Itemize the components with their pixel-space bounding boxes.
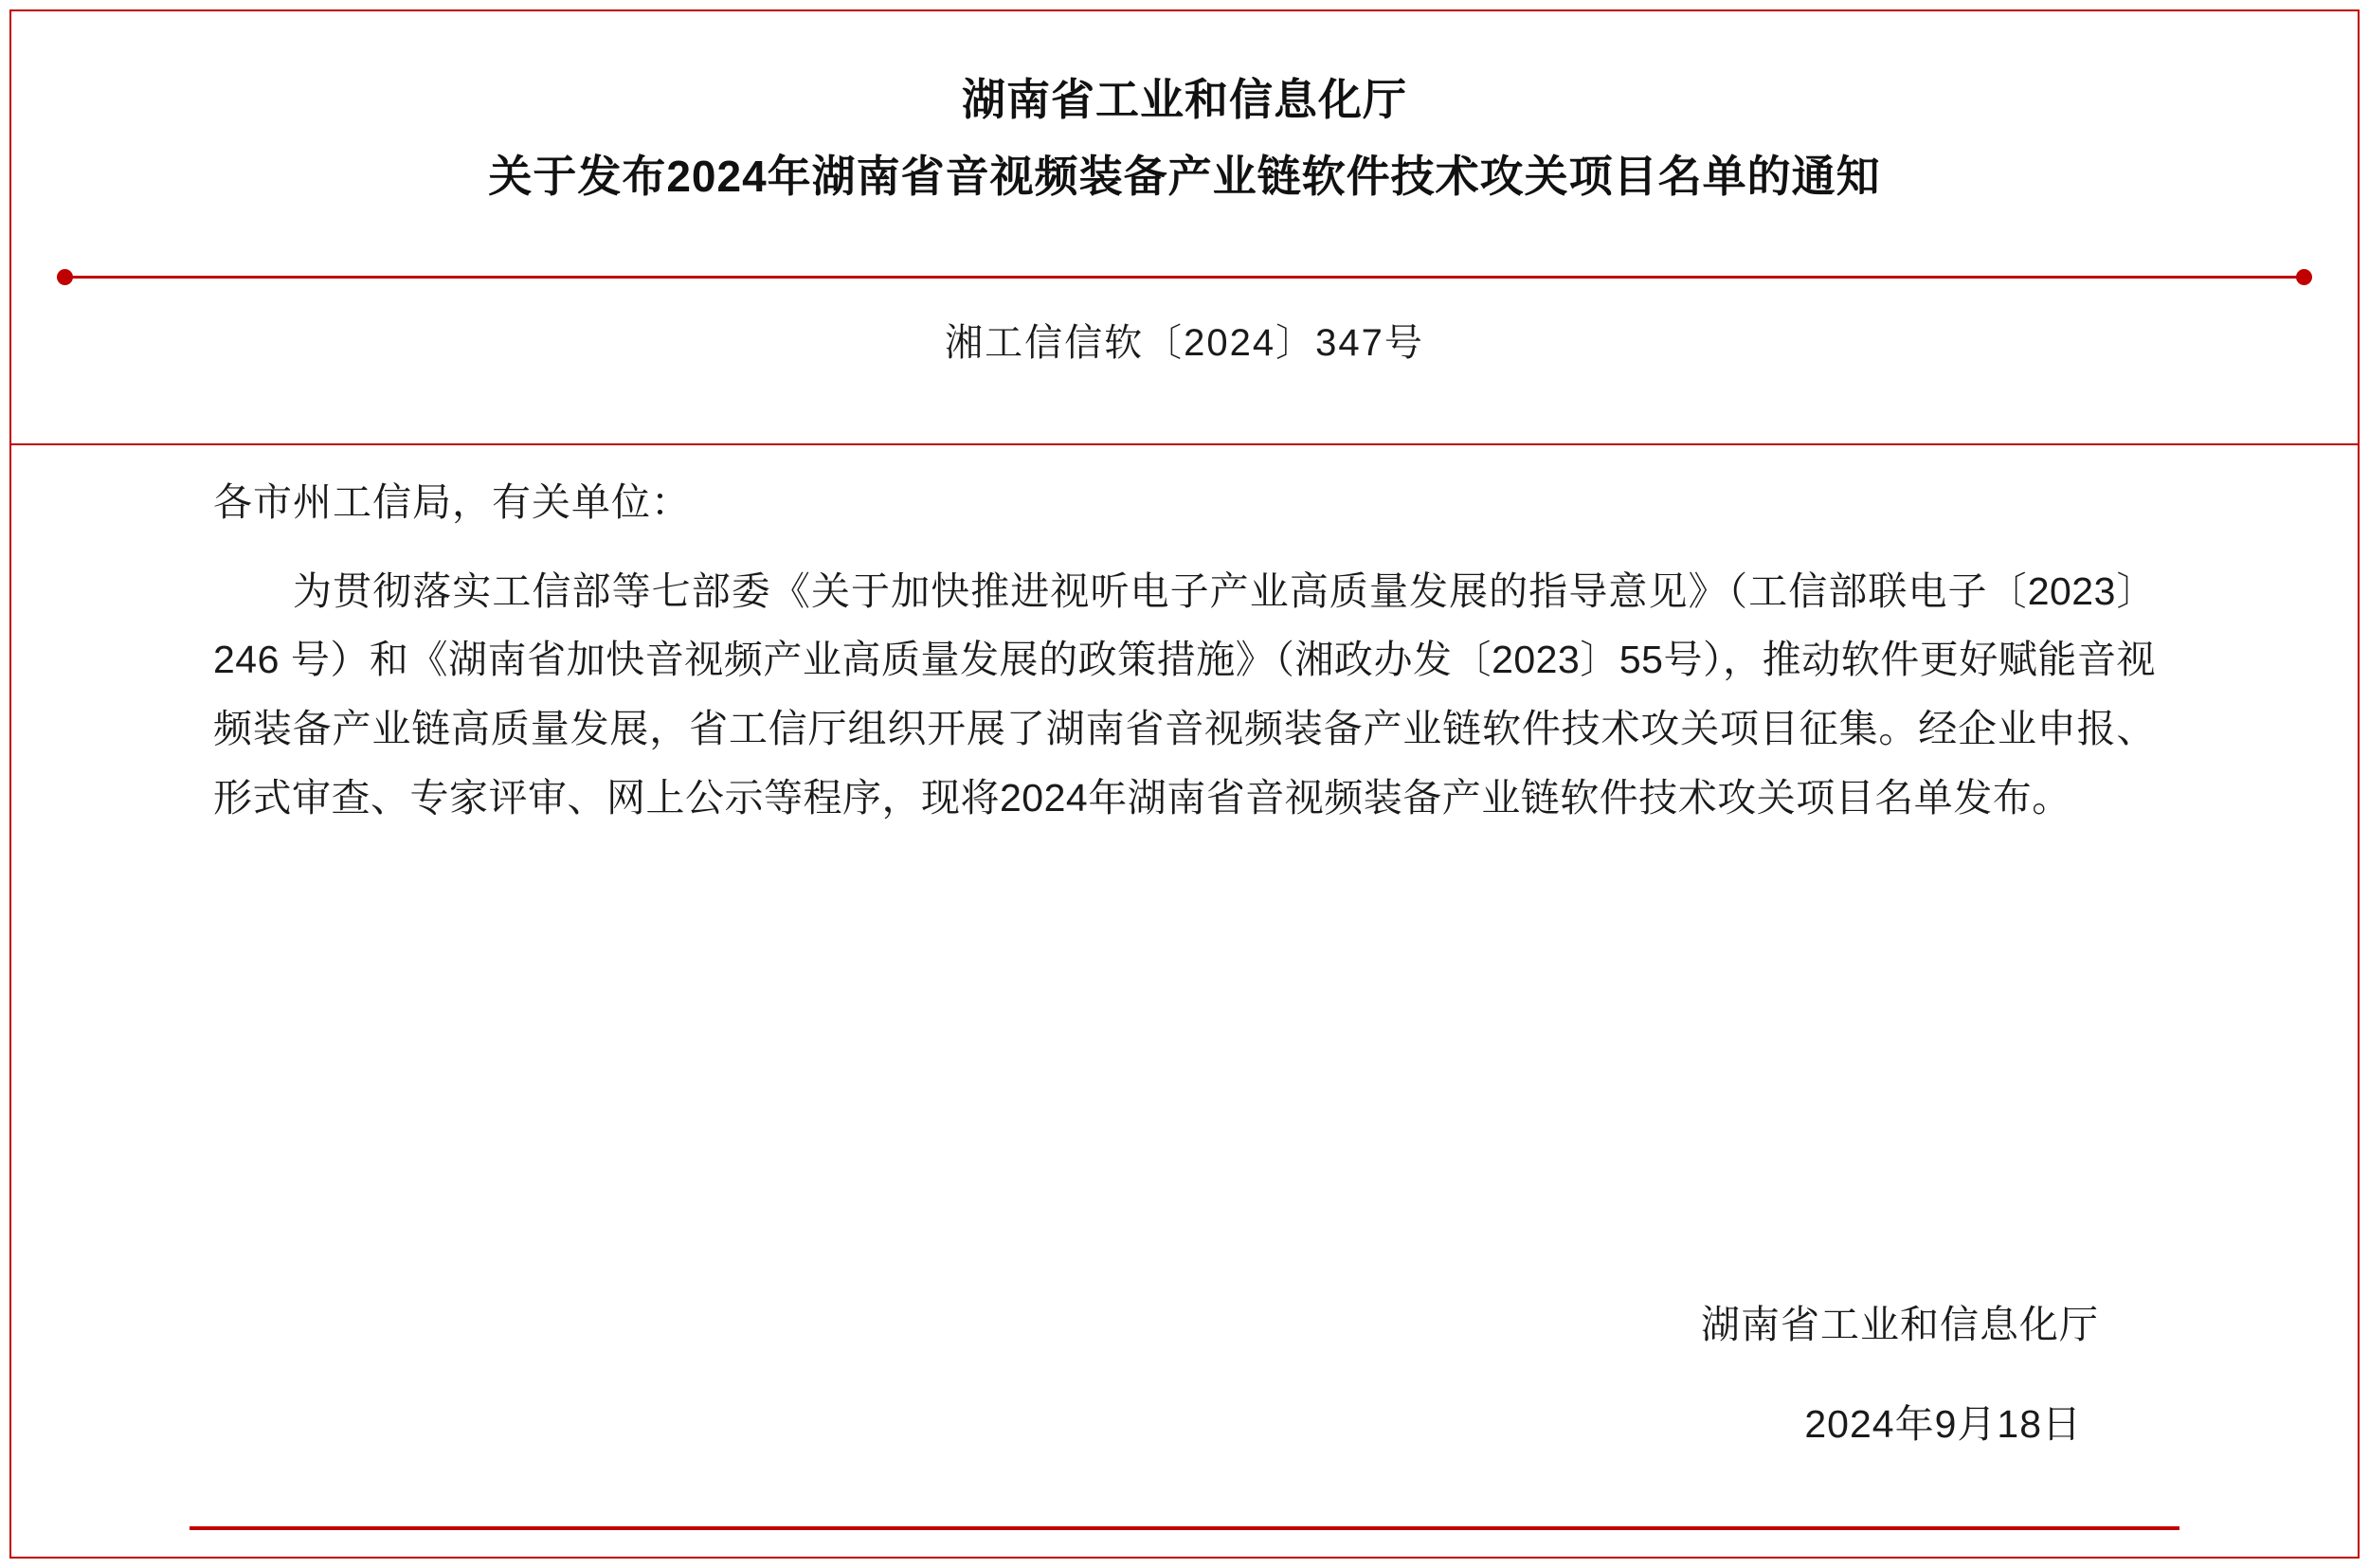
document-header bbox=[11, 11, 2358, 207]
header-divider bbox=[11, 265, 2358, 288]
footer-divider bbox=[190, 1526, 2179, 1530]
signature-date: 2024年9月18日 bbox=[1804, 1402, 2082, 1446]
signature-block bbox=[0, 1293, 2369, 1449]
issuing-organization-title: 湖南省工业和信息化厅 bbox=[962, 75, 1407, 124]
signature-organization: 湖南省工业和信息化厅 bbox=[1701, 1303, 2099, 1346]
document-subject-title: 关于发布2024年湖南省音视频装备产业链软件技术攻关项目名单的通知 bbox=[488, 151, 1881, 201]
divider-line bbox=[57, 276, 2312, 279]
document-body bbox=[0, 474, 2369, 833]
divider-dot-right-icon bbox=[2296, 269, 2312, 285]
document-number: 湘工信信软〔2024〕347号 bbox=[945, 322, 1424, 364]
body-paragraph-1: 为贯彻落实工信部等七部委《关于加快推进视听电子产业高质量发展的指导意见》（工信部联电子〔2023〕246 号）和《湖南省加快音视频产业高质量发展的政策措施》（湘政办发〔2023〕55号），推动软件更好赋能音视频装备产业链高质量发展，省工信厅组织开展了湖南省音视频装备产业链软件技术攻关项目征集。经企业申报、形式审查、专家评审、网上公示等程序，现将2024年湖南省音视频装备产业链软件技术攻关项目名单发布。 bbox=[213, 568, 2156, 820]
salutation: 各市州工信局，有关单位： bbox=[213, 480, 691, 524]
